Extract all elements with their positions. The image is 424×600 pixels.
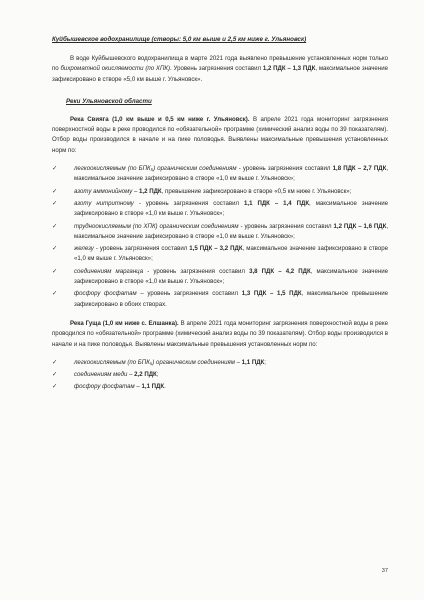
substance: легкоокисляемым (по БПК₅) органическим соединениям bbox=[74, 165, 237, 173]
rivers-subheading: Реки Ульяновской области bbox=[66, 97, 152, 105]
checkmark-icon: ✓ bbox=[52, 358, 58, 366]
text: – bbox=[132, 187, 140, 195]
text: В апреле 2021 года мониторинг загрязнения поверхностной воды в реке проводился по «обязательной» программе (химический анализ воды по 39 показателям). Отбор воды производился в начале и на пике половодья. Выявлены максимальные превышения установленных норм по: bbox=[52, 115, 389, 154]
value: 1,3 ПДК – 1,5 ПДК bbox=[241, 290, 302, 298]
substance: фосфору фосфатам bbox=[74, 290, 137, 298]
checkmark-icon: ✓ bbox=[52, 267, 58, 275]
text-bold: 1,2 ПДК – 1,3 ПДК bbox=[262, 65, 316, 73]
river-title: Река Свияга (1,0 км выше и 0,5 км ниже г. Ульяновск). bbox=[70, 115, 250, 123]
value: 3,8 ПДК – 4,2 ПДК bbox=[249, 267, 311, 275]
sviyaga-exceedances-list bbox=[52, 164, 388, 310]
list-item bbox=[52, 164, 388, 185]
value: 1,2 ПДК bbox=[139, 187, 162, 195]
text: . bbox=[164, 383, 166, 391]
text: – bbox=[127, 371, 135, 379]
section-heading: Куйбышевское водохранилище (створы: 5,0 км выше и 2,5 км ниже г. Ульяновск) bbox=[52, 36, 307, 43]
checkmark-icon: ✓ bbox=[52, 371, 58, 379]
list-item bbox=[52, 267, 388, 288]
text: , максимальное значение зафиксировано в створе «5,0 км выше г. Ульяновск». bbox=[52, 65, 388, 83]
list-item bbox=[52, 244, 388, 265]
river-title: Река Гуща (1,0 км ниже с. Елшанка). bbox=[70, 319, 179, 327]
text: , максимальное значение зафиксировано в створе «1,0 км выше г. Ульяновск»; bbox=[74, 199, 388, 218]
substance: трудноокисляемым (по ХПК) органическим соединениям bbox=[74, 222, 239, 230]
text: – уровень загрязнения составил bbox=[136, 290, 242, 298]
paragraph-reservoir bbox=[52, 54, 388, 85]
text: В воде Куйбышевского водохранилища в марте 2021 года выявлено превышение установленных норм только по bbox=[52, 55, 388, 73]
text: ; bbox=[264, 358, 266, 366]
substance: соединениям марганца bbox=[74, 267, 144, 275]
value: 1,5 ПДК – 3,2 ПДК bbox=[189, 245, 243, 253]
text: , максимальное значение зафиксировано в створе «1,0 км выше г. Ульяновск»; bbox=[74, 267, 389, 286]
checkmark-icon: ✓ bbox=[52, 290, 58, 298]
page-number: 37 bbox=[381, 568, 388, 574]
checkmark-icon: ✓ bbox=[52, 222, 58, 230]
value: 2,2 ПДК bbox=[134, 371, 157, 379]
text: - уровень загрязнения составил bbox=[143, 267, 250, 275]
checkmark-icon: ✓ bbox=[52, 187, 58, 195]
text: ; bbox=[156, 371, 159, 379]
paragraph-gushcha bbox=[52, 319, 388, 350]
gushcha-exceedances-list bbox=[52, 358, 388, 393]
text: , максимальное значение зафиксировано в створе «1,0 км выше г. Ульяновск»; bbox=[74, 245, 388, 263]
text: – bbox=[234, 358, 242, 366]
list-item bbox=[52, 199, 388, 220]
value: 1,1 ПДК – 1,4 ПДК bbox=[244, 199, 310, 207]
text: , максимальное превышение зафиксировано в обоих створах. bbox=[74, 290, 388, 308]
text: – bbox=[134, 383, 142, 391]
text: , превышение зафиксировано в створе «0,5 км ниже г. Ульяновск»; bbox=[161, 187, 352, 195]
list-item bbox=[52, 222, 388, 243]
list-item bbox=[52, 382, 388, 392]
value: 1,2 ПДК – 1,6 ПДК bbox=[333, 222, 387, 230]
text: В апреле 2021 года мониторинг загрязнения поверхностной воды в реке проводился по «обязательной» программе (химический анализ воды по 39 показателям). Отбор воды производился в начале и на пике половодья. Выявлены максимальные превышения установленных норм по: bbox=[52, 319, 388, 348]
value: 1,1 ПДК bbox=[241, 358, 265, 366]
checkmark-icon: ✓ bbox=[52, 165, 58, 173]
list-item bbox=[52, 370, 388, 380]
list-item bbox=[52, 187, 388, 197]
checkmark-icon: ✓ bbox=[52, 245, 58, 253]
checkmark-icon: ✓ bbox=[52, 383, 58, 391]
list-item bbox=[52, 358, 388, 368]
value: 1,8 ПДК – 2,7 ПДК bbox=[332, 165, 387, 173]
paragraph-sviyaga bbox=[52, 115, 388, 156]
value: 1,1 ПДК bbox=[141, 383, 165, 391]
text: - уровень загрязнения составил bbox=[238, 222, 334, 230]
text: - уровень загрязнения составил bbox=[236, 165, 333, 173]
text-italic: бихроматной окисляемости (по ХПК) bbox=[60, 65, 170, 73]
text: . Уровень загрязнения составил bbox=[170, 65, 263, 73]
substance: легкоокисляемым (по БПК₅) органическим соединениям bbox=[74, 358, 235, 366]
substance: фосфору фосфатам bbox=[74, 383, 135, 391]
checkmark-icon: ✓ bbox=[52, 199, 58, 207]
text: - уровень загрязнения составил bbox=[133, 199, 245, 207]
text: , максимальное значение зафиксировано в створе «1,0 км выше г. Ульяновск»; bbox=[74, 165, 389, 183]
substance: железу bbox=[74, 245, 94, 253]
list-item bbox=[52, 289, 388, 310]
substance: соединениям меди bbox=[74, 371, 128, 379]
text: - уровень загрязнения составил bbox=[93, 245, 190, 253]
text: , максимальное значение зафиксировано в створе «1,0 км выше г. Ульяновск»; bbox=[74, 222, 389, 240]
substance: азоту нитритному bbox=[74, 199, 134, 207]
substance: азоту аммонийному bbox=[74, 187, 133, 195]
